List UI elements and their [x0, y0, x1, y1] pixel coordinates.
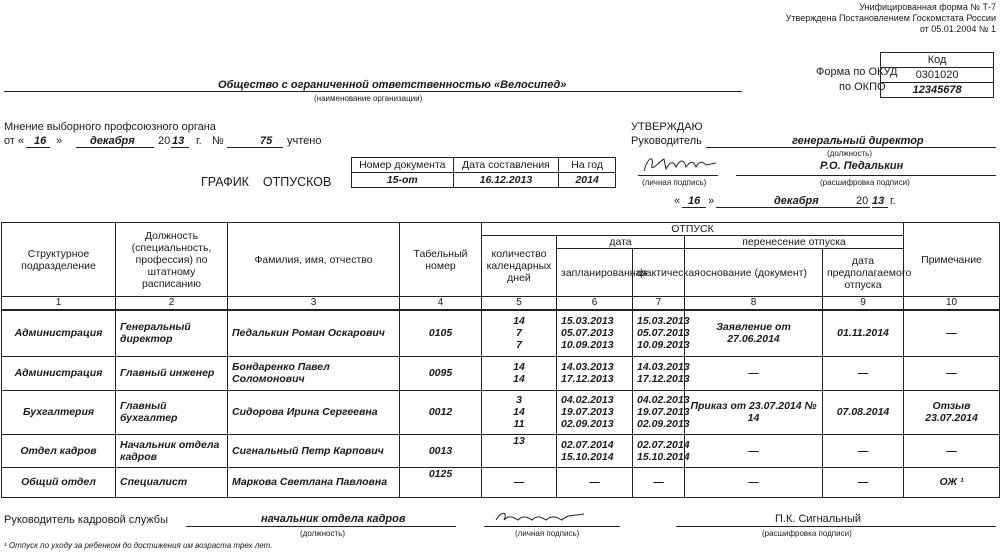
- hr-signature-icon: [492, 508, 588, 526]
- hr-name-line: [676, 526, 996, 527]
- cell-tab: 0013: [400, 434, 482, 467]
- cell-expected: 01.11.2014: [823, 310, 904, 356]
- approval-date-quote: »: [708, 195, 715, 207]
- approval-head-label: Руководитель: [631, 135, 702, 147]
- union-year-g: г.: [196, 135, 202, 147]
- union-month: декабря: [90, 135, 135, 147]
- col-number: 10: [904, 297, 1000, 311]
- table-row: [2, 310, 1000, 356]
- approval-year-g: г.: [890, 195, 896, 207]
- col-number: 8: [685, 297, 823, 311]
- cell-position: Специалист: [116, 467, 228, 497]
- cell-days: 14 7 7: [482, 310, 557, 356]
- header-days: количество календарных дней: [482, 236, 557, 297]
- col-number: 1: [2, 297, 116, 311]
- doc-box-header-date: Дата составления: [453, 158, 559, 173]
- okpo-value: 12345678: [881, 83, 994, 98]
- table-row: [2, 356, 1000, 390]
- hr-position-caption: (должность): [300, 529, 345, 538]
- cell-basis: Заявление от 27.06.2014: [685, 310, 823, 356]
- cell-expected: 07.08.2014: [823, 390, 904, 434]
- approval-title: УТВЕРЖДАЮ: [631, 121, 703, 133]
- header-actual: фактическая: [633, 249, 685, 297]
- cell-dept: Администрация: [2, 356, 116, 390]
- cell-actual: 02.07.2014 15.10.2014: [633, 434, 685, 467]
- cell-dept: Отдел кадров: [2, 434, 116, 467]
- cell-tab: 0105: [400, 310, 482, 356]
- cell-name: Сигнальный Петр Карпович: [228, 434, 400, 467]
- approval-name-caption: (расшифровка подписи): [820, 178, 910, 187]
- approval-year-prefix: 20: [856, 195, 869, 207]
- form-header-line3: от 05.01.2004 № 1: [919, 24, 996, 34]
- cell-name: Педалькин Роман Оскарович: [228, 310, 400, 356]
- union-month-line: [76, 147, 154, 148]
- header-name: Фамилия, имя, отчество: [228, 223, 400, 297]
- cell-basis: —: [685, 467, 823, 497]
- cell-note: —: [904, 356, 1000, 390]
- hr-position-line: [186, 526, 456, 527]
- vacation-schedule-table: [1, 222, 1000, 498]
- doc-box-number: 15-от: [352, 173, 454, 188]
- approval-year-suffix: 13: [872, 195, 885, 207]
- cell-name: Сидорова Ирина Сергеевна: [228, 390, 400, 434]
- header-date: дата: [557, 236, 685, 249]
- director-signature-icon: [640, 153, 720, 177]
- cell-position: Главный бухгалтер: [116, 390, 228, 434]
- approval-signature-line: [638, 175, 718, 176]
- hr-signature-line: [484, 526, 620, 527]
- code-header: Код: [881, 53, 994, 68]
- cell-tab: 0125: [400, 467, 482, 497]
- union-year-line: [171, 147, 189, 148]
- doc-title: ГРАФИК ОТПУСКОВ: [201, 175, 332, 189]
- hr-name: П.К. Сигнальный: [775, 513, 862, 525]
- cell-actual: —: [633, 467, 685, 497]
- union-number-line: [227, 147, 283, 148]
- approval-day: 16: [688, 195, 701, 207]
- approval-month-line: [716, 207, 870, 208]
- form-header-line1: Унифицированная форма № Т-7: [859, 2, 996, 12]
- col-number: 5: [482, 297, 557, 311]
- union-day-line: [26, 147, 50, 148]
- cell-dept: Администрация: [2, 310, 116, 356]
- cell-position: Начальник отдела кадров: [116, 434, 228, 467]
- hr-head-label: Руководитель кадровой службы: [4, 514, 169, 526]
- union-day: 16: [34, 135, 47, 147]
- col-number: 6: [557, 297, 633, 311]
- header-leave: ОТПУСК: [482, 223, 904, 236]
- approval-date-prefix: «: [674, 195, 681, 207]
- union-date-prefix: от «: [4, 135, 25, 147]
- doc-box-year: 2014: [559, 173, 616, 188]
- cell-planned: —: [557, 467, 633, 497]
- cell-expected: —: [823, 356, 904, 390]
- form-header-line2: Утверждена Постановлением Госкомстата России: [785, 13, 996, 23]
- cell-tab: 0095: [400, 356, 482, 390]
- cell-expected: —: [823, 434, 904, 467]
- okud-value: 0301020: [881, 68, 994, 83]
- union-date-quote: »: [56, 135, 63, 147]
- col-number: 9: [823, 297, 904, 311]
- header-structural: Структурное подразделение: [2, 223, 116, 297]
- cell-note: —: [904, 310, 1000, 356]
- cell-note: Отзыв 23.07.2014: [904, 390, 1000, 434]
- approval-position-line: [706, 147, 996, 148]
- hr-signature-caption: (личная подпись): [515, 529, 580, 538]
- cell-name: Бондаренко Павел Соломонович: [228, 356, 400, 390]
- cell-note: ОЖ ¹: [904, 467, 1000, 497]
- cell-basis: —: [685, 356, 823, 390]
- cell-planned: 02.07.2014 15.10.2014: [557, 434, 633, 467]
- cell-dept: Бухгалтерия: [2, 390, 116, 434]
- header-tab-number: Табельный номер: [400, 223, 482, 297]
- organization-name: Общество с ограниченной ответственностью «Велосипед»: [218, 79, 567, 91]
- cell-name: Маркова Светлана Павловна: [228, 467, 400, 497]
- doc-box-header-year: На год: [559, 158, 616, 173]
- okpo-label: по ОКПО: [839, 81, 886, 93]
- cell-planned: 14.03.2013 17.12.2013: [557, 356, 633, 390]
- table-row: [2, 467, 1000, 497]
- code-box: [789, 52, 994, 98]
- cell-basis: —: [685, 434, 823, 467]
- approval-day-line: [682, 207, 706, 208]
- header-expected: дата предполагаемого отпуска: [823, 249, 904, 297]
- cell-days: 13: [482, 434, 557, 467]
- approval-position: генеральный директор: [792, 135, 924, 147]
- approval-month: декабря: [774, 195, 819, 207]
- hr-position: начальник отдела кадров: [261, 513, 406, 525]
- cell-actual: 14.03.2013 17.12.2013: [633, 356, 685, 390]
- cell-planned: 04.02.2013 19.07.2013 02.09.2013: [557, 390, 633, 434]
- doc-number-box: [351, 157, 616, 188]
- col-number: 2: [116, 297, 228, 311]
- footnote: ¹ Отпуск по уходу за ребенком до достижения им возраста трех лет.: [4, 541, 273, 550]
- cell-dept: Общий отдел: [2, 467, 116, 497]
- cell-actual: 04.02.2013 19.07.2013 02.09.2013: [633, 390, 685, 434]
- okud-label: Форма по ОКУД: [816, 66, 898, 78]
- col-number: 3: [228, 297, 400, 311]
- union-opinion-label: Мнение выборного профсоюзного органа: [4, 121, 216, 133]
- cell-position: Генеральный директор: [116, 310, 228, 356]
- col-number: 7: [633, 297, 685, 311]
- doc-box-date: 16.12.2013: [453, 173, 559, 188]
- doc-box-header-number: Номер документа: [352, 158, 454, 173]
- organization-caption: (наименование организации): [314, 94, 423, 103]
- header-position: Должность (специальность, профессия) по штатному расписанию: [116, 223, 228, 297]
- union-opinion-date: [4, 135, 334, 149]
- form-header: [786, 2, 996, 35]
- table-row: [2, 390, 1000, 434]
- approval-name-line: [736, 175, 996, 176]
- cell-days: 3 14 11: [482, 390, 557, 434]
- approval-position-caption: (должность): [827, 149, 872, 158]
- cell-planned: 15.03.2013 05.07.2013 10.09.2013: [557, 310, 633, 356]
- approval-year-line: [872, 207, 888, 208]
- cell-actual: 15.03.2013 05.07.2013 10.09.2013: [633, 310, 685, 356]
- header-transfer: перенесение отпуска: [685, 236, 904, 249]
- cell-position: Главный инженер: [116, 356, 228, 390]
- union-year-prefix: 20: [158, 135, 171, 147]
- cell-days: —: [482, 467, 557, 497]
- cell-expected: —: [823, 467, 904, 497]
- cell-tab: 0012: [400, 390, 482, 434]
- cell-days: 14 14: [482, 356, 557, 390]
- union-number: 75: [260, 135, 273, 147]
- cell-basis: Приказ от 23.07.2014 № 14: [685, 390, 823, 434]
- union-year-suffix: 13: [172, 135, 185, 147]
- header-note: Примечание: [904, 223, 1000, 297]
- approval-signature-caption: (личная подпись): [642, 178, 707, 187]
- cell-note: —: [904, 434, 1000, 467]
- hr-name-caption: (расшифровка подписи): [762, 529, 852, 538]
- organization-line: [4, 91, 742, 92]
- union-number-label: №: [212, 135, 224, 147]
- union-suffix: учтено: [287, 135, 322, 147]
- col-number: 4: [400, 297, 482, 311]
- header-planned: запланированная: [557, 249, 633, 297]
- table-row: [2, 434, 1000, 467]
- approval-name: Р.О. Педалькин: [820, 160, 904, 172]
- header-basis: основание (документ): [685, 249, 823, 297]
